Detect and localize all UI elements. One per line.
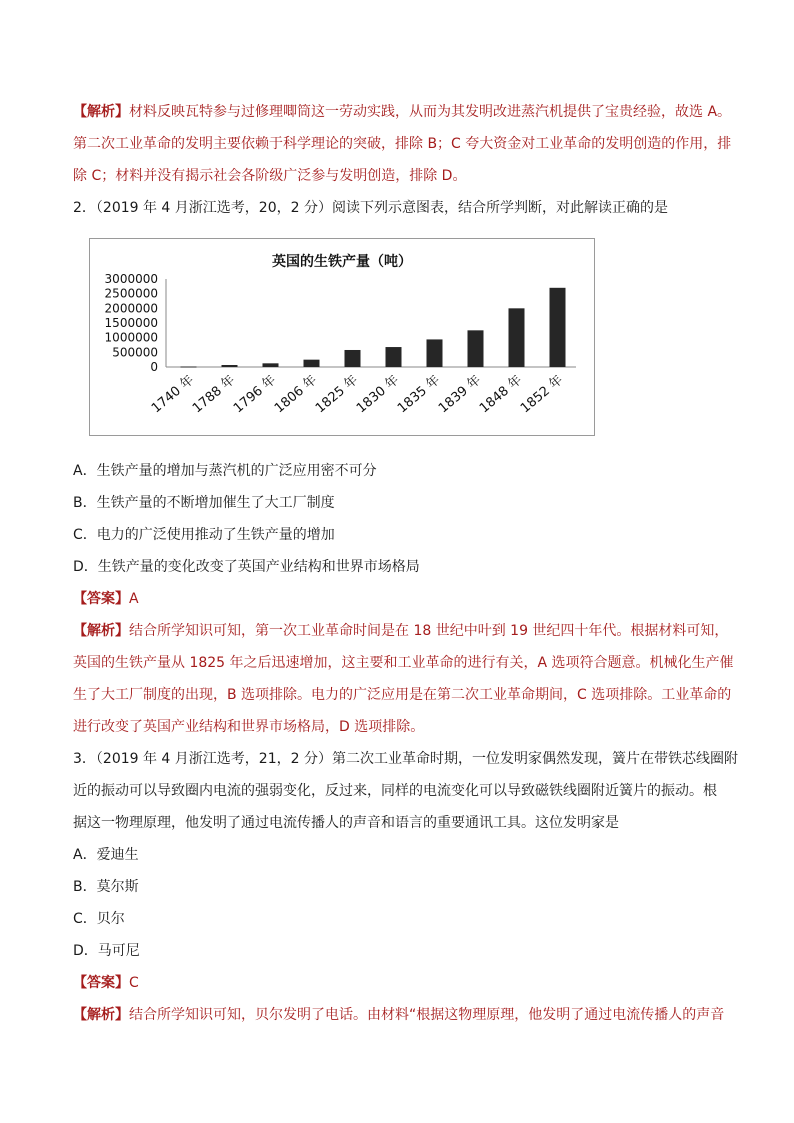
q3-option-a: A．爱迪生 <box>73 847 139 863</box>
analysis-tag: 【解析】 <box>73 1007 129 1023</box>
bar-4 <box>345 350 361 367</box>
bar-5 <box>386 347 402 367</box>
q2-analysis-line-2: 英国的生铁产量从 1825 年之后迅速增加，这主要和工业革命的进行有关，A 选项符合题意。机械化生产催 <box>73 655 734 671</box>
q1-analysis-line-3: 除 C；材料并没有揭示社会各阶级广泛参与发明创造，排除 D。 <box>73 168 467 184</box>
y-tick-label: 500000 <box>112 345 158 360</box>
x-tick-label: 1848 年 <box>476 372 526 417</box>
q3-answer <box>73 973 139 993</box>
bar-7 <box>468 330 484 367</box>
q3-analysis-line-1 <box>73 1005 724 1025</box>
chart-svg <box>90 239 594 435</box>
q3-stem-line-1: 3．（2019 年 4 月浙江选考，21，2 分）第二次工业革命时期，一位发明家偶然发现，簧片在带铁芯线圈附 <box>73 751 738 767</box>
y-tick-label: 2500000 <box>104 286 158 301</box>
bar-0 <box>181 367 197 368</box>
q1-analysis-text-1: 材料反映瓦特参与过修理唧筒这一劳动实践，从而为其发明改进蒸汽机提供了宝贵经验，故选 A。 <box>129 104 732 120</box>
x-tick-label: 1835 年 <box>394 372 444 417</box>
q2-analysis-line-1 <box>73 621 728 641</box>
x-tick-label: 1852 年 <box>517 372 567 417</box>
q3-option-b: B．莫尔斯 <box>73 879 139 895</box>
x-tick-label: 1806 年 <box>271 372 321 417</box>
q2-analysis-line-4: 进行改变了英国产业结构和世界市场格局，D 选项排除。 <box>73 719 425 735</box>
q2-option-a: A．生铁产量的增加与蒸汽机的广泛应用密不可分 <box>73 463 377 479</box>
bar-2 <box>263 363 279 367</box>
q3-analysis-text-1: 结合所学知识可知，贝尔发明了电话。由材料“根据这物理原理，他发明了通过电流传播人的声音 <box>129 1007 725 1023</box>
answer-tag: 【答案】 <box>73 975 129 991</box>
y-tick-label: 3000000 <box>104 272 158 286</box>
iron-production-chart <box>89 238 595 436</box>
q3-option-c: C．贝尔 <box>73 911 125 927</box>
x-tick-label: 1825 年 <box>312 372 362 417</box>
bar-8 <box>509 308 525 367</box>
q2-option-b: B．生铁产量的不断增加催生了大工厂制度 <box>73 495 335 511</box>
q2-answer <box>73 589 139 609</box>
y-tick-label: 1500000 <box>104 316 158 330</box>
y-tick-label: 0 <box>150 360 158 374</box>
y-tick-label: 1000000 <box>104 330 158 345</box>
answer-tag: 【答案】 <box>73 591 129 607</box>
answer-value: A <box>129 591 139 607</box>
bar-3 <box>304 360 320 367</box>
q2-stem: 2．（2019 年 4 月浙江选考，20，2 分）阅读下列示意图表，结合所学判断，对此解读正确的是 <box>73 200 668 216</box>
analysis-tag: 【解析】 <box>73 104 129 120</box>
bar-6 <box>427 339 443 367</box>
chart-title: 英国的生铁产量（吨） <box>272 254 412 270</box>
x-tick-label: 1796 年 <box>230 372 280 417</box>
y-tick-label: 2000000 <box>104 301 158 316</box>
q2-option-c: C．电力的广泛使用推动了生铁产量的增加 <box>73 527 335 543</box>
q1-analysis-line-1 <box>73 102 731 122</box>
q2-option-d: D．生铁产量的变化改变了英国产业结构和世界市场格局 <box>73 559 420 575</box>
answer-value: C <box>129 975 139 991</box>
q3-stem-line-2: 近的振动可以导致圈内电流的强弱变化，反过来，同样的电流变化可以导致磁铁线圈附近簧片的振动。根 <box>73 783 717 799</box>
analysis-tag: 【解析】 <box>73 623 129 639</box>
x-tick-label: 1839 年 <box>435 372 485 417</box>
q2-analysis-text-1: 结合所学知识可知，第一次工业革命时间是在 18 世纪中叶到 19 世纪四十年代。根据材料可知， <box>129 623 729 639</box>
q1-analysis-line-2: 第二次工业革命的发明主要依赖于科学理论的突破，排除 B；C 夸大资金对工业革命的发明创造的作用，排 <box>73 136 732 152</box>
x-tick-label: 1740 年 <box>148 372 198 417</box>
q3-option-d: D．马可尼 <box>73 943 140 959</box>
bar-1 <box>222 365 238 367</box>
bar-9 <box>550 288 566 367</box>
x-tick-label: 1788 年 <box>189 372 239 417</box>
q3-stem-line-3: 据这一物理原理，他发明了通过电流传播人的声音和语言的重要通讯工具。这位发明家是 <box>73 815 619 831</box>
x-tick-label: 1830 年 <box>353 372 403 417</box>
q2-analysis-line-3: 生了大工厂制度的出现，B 选项排除。电力的广泛应用是在第二次工业革命期间，C 选项排除。工业革命的 <box>73 687 732 703</box>
